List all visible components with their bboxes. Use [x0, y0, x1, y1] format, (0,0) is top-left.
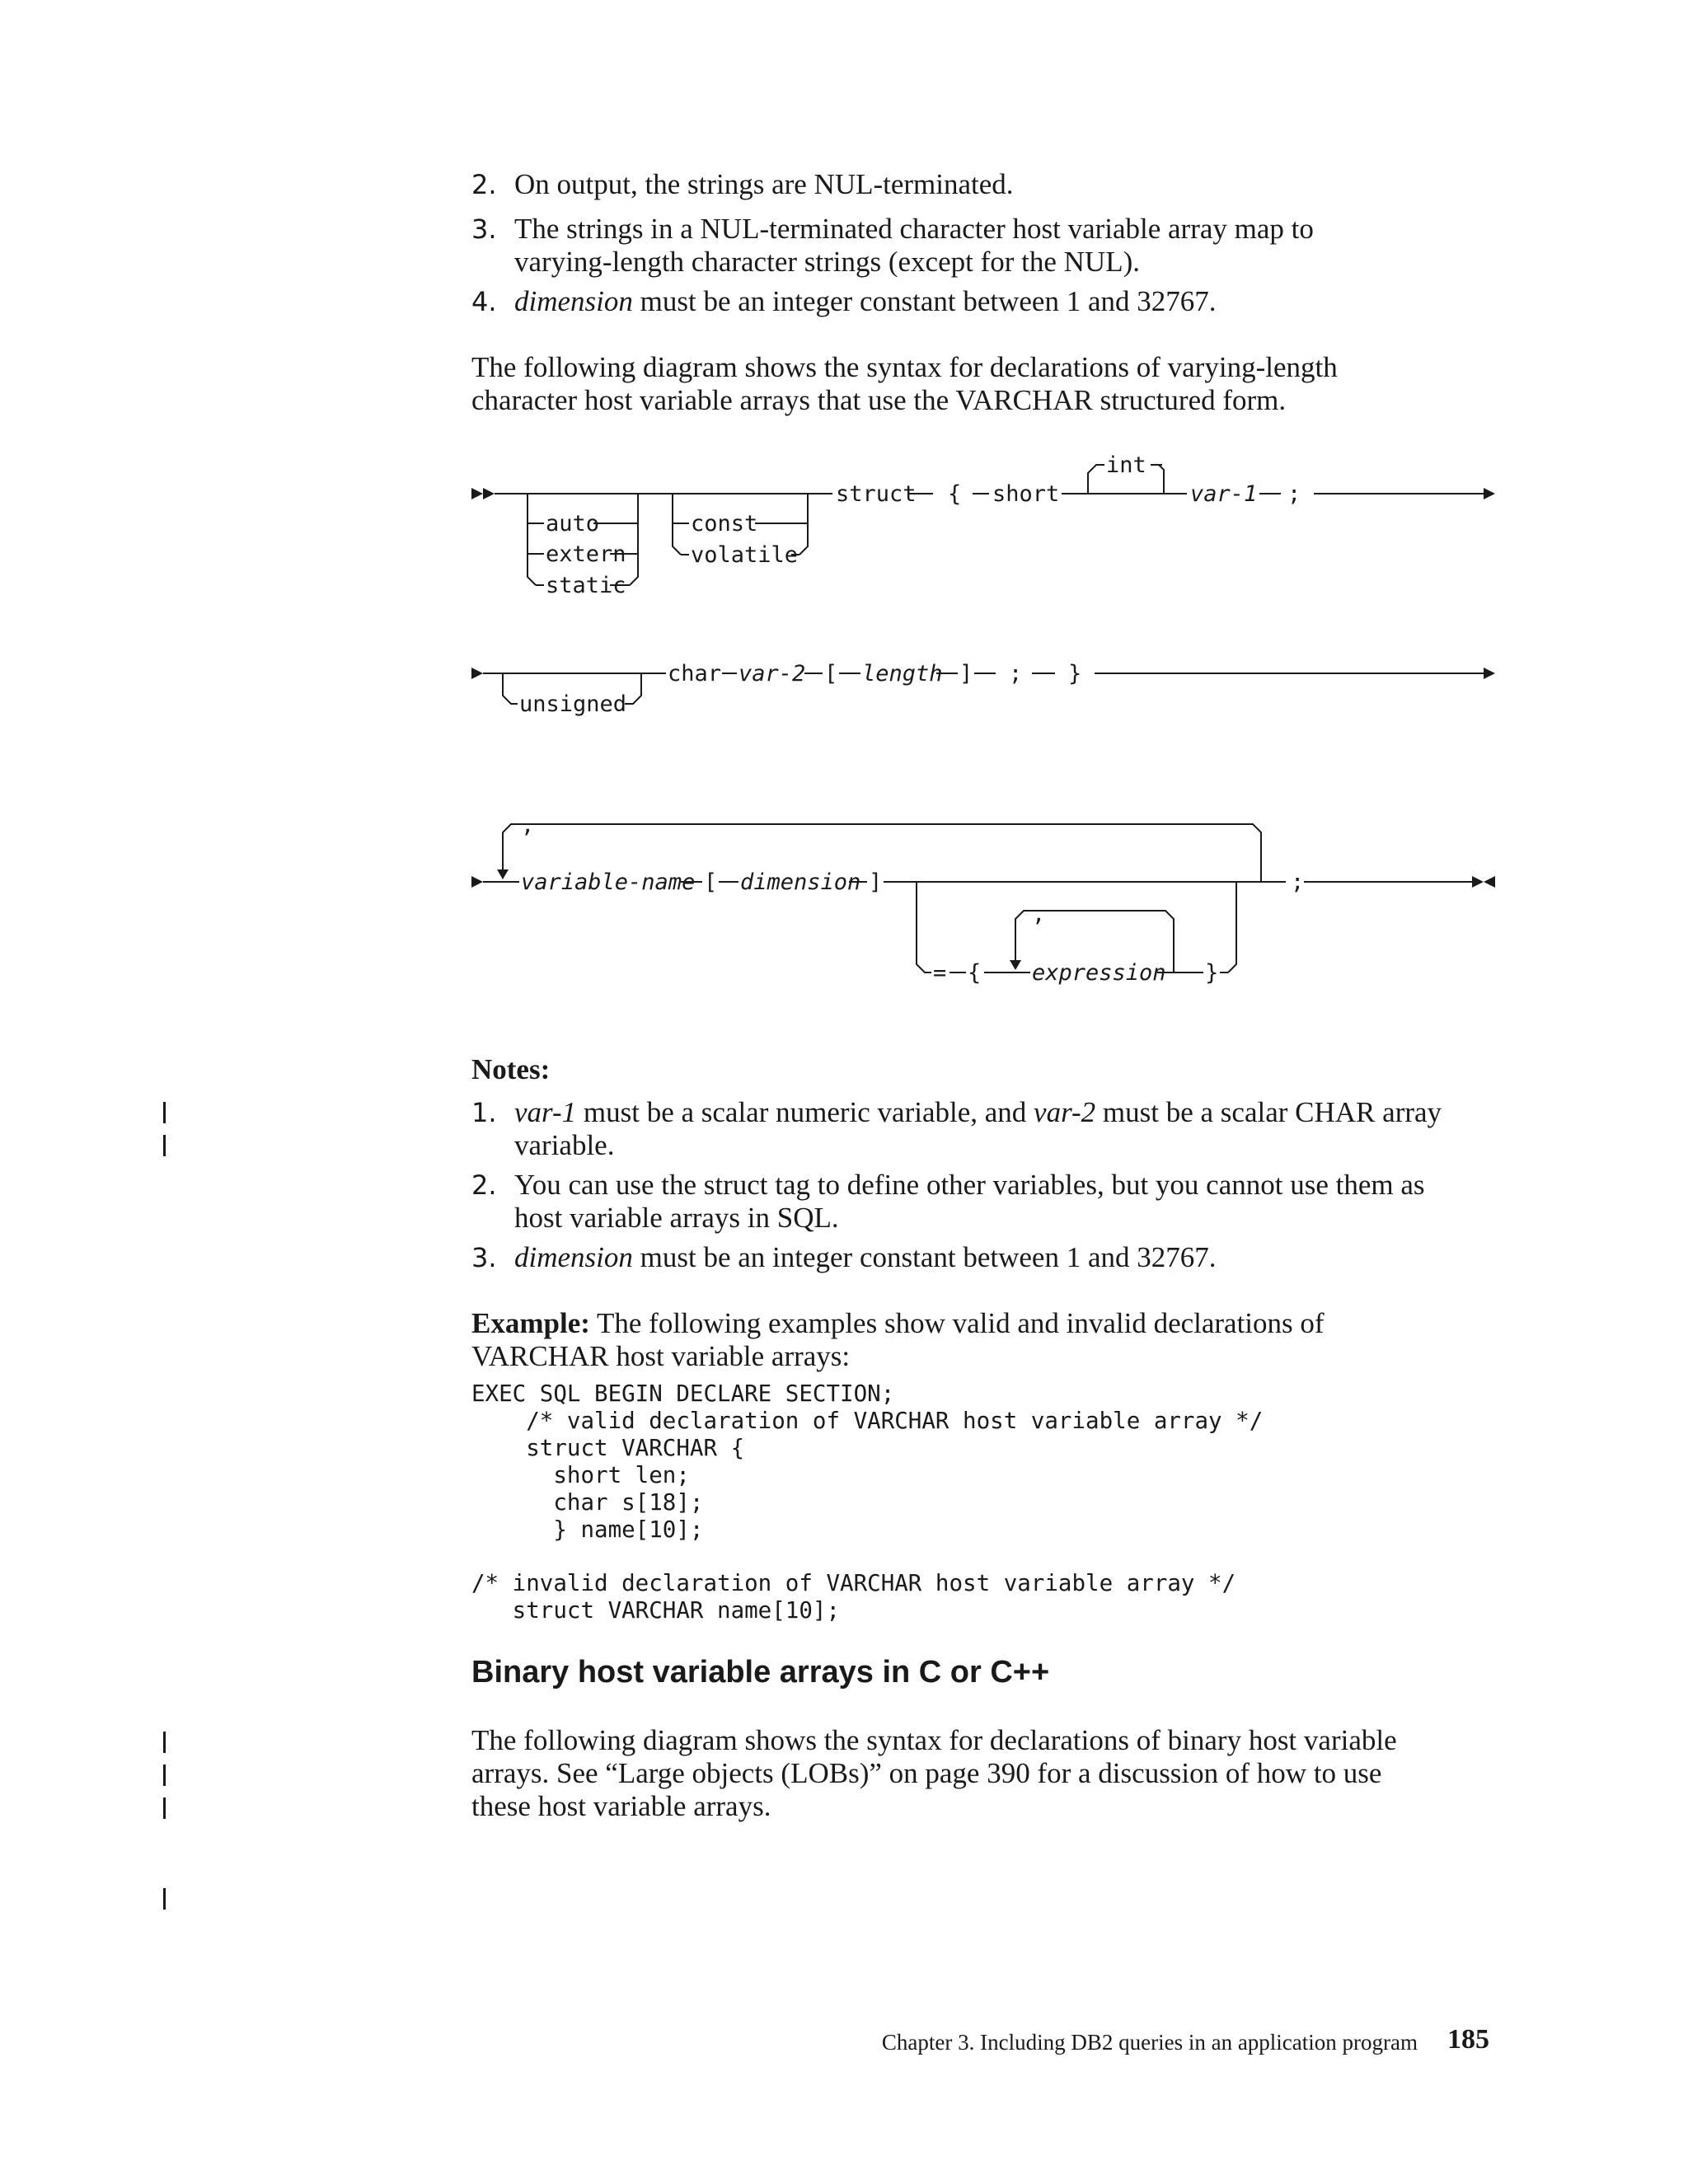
syntax-row-3	[471, 813, 1495, 986]
close-brace: }	[1205, 960, 1219, 986]
repeat-arrow	[497, 869, 509, 879]
note-number: 3.	[471, 1242, 497, 1273]
close-brace: }	[1068, 661, 1082, 687]
lbracket: [	[704, 869, 718, 895]
note-text: variable.	[514, 1129, 615, 1161]
variable-name: variable-name	[521, 869, 696, 895]
revision-bar	[163, 1765, 166, 1786]
term-dimension: dimension	[514, 1241, 633, 1273]
continue-marker	[471, 668, 483, 679]
note-text: You can use the struct tag to define other variables, but you cannot use them as	[514, 1169, 1425, 1201]
repeat-arrow	[1010, 960, 1021, 970]
kw-volatile: volatile	[691, 542, 799, 568]
code-invalid: /* invalid declaration of VARCHAR host variable array */ struct VARCHAR name[10];	[471, 1570, 1236, 1624]
rbracket: ]	[959, 661, 973, 687]
repeat-comma: ,	[521, 813, 535, 838]
section-line: these host variable arrays.	[471, 1790, 771, 1822]
continue-arrow	[1484, 488, 1495, 499]
revision-bar	[163, 1888, 166, 1910]
list-number: 2.	[471, 169, 497, 200]
diagram-start-marker	[471, 488, 495, 499]
code-valid: EXEC SQL BEGIN DECLARE SECTION; /* valid declaration of VARCHAR host variable array */ struct VARCHAR { short len; char s[18]; } name[10];	[471, 1380, 1264, 1543]
term-var-1: var-1	[514, 1096, 577, 1128]
notes-heading-text: Notes:	[471, 1053, 551, 1085]
footer-chapter: Chapter 3. Including DB2 queries in an application program	[881, 2030, 1418, 2055]
semicolon: ;	[1009, 661, 1023, 687]
syntax-row-2	[471, 661, 1495, 717]
continue-marker	[471, 876, 483, 888]
note-number: 2.	[471, 1169, 497, 1201]
kw-static: static	[546, 573, 626, 598]
var-2: var-2	[738, 661, 806, 687]
section-heading: Binary host variable arrays in C or C++	[471, 1655, 1050, 1690]
note-number: 1.	[471, 1097, 497, 1128]
note-text-tail: must be a scalar CHAR array	[1095, 1096, 1442, 1128]
equals: =	[933, 960, 947, 986]
kw-int: int	[1106, 452, 1146, 478]
open-brace: {	[948, 481, 962, 507]
note-text	[514, 1096, 1503, 1129]
term-dimension: dimension	[514, 285, 633, 317]
list-item-text: The strings in a NUL-terminated character host variable array map to	[514, 213, 1314, 245]
kw-char: char	[668, 661, 722, 687]
revision-bar	[163, 1732, 166, 1753]
kw-struct: struct	[836, 481, 917, 507]
term-var-2: var-2	[1034, 1096, 1096, 1128]
note-text: host variable arrays in SQL.	[514, 1202, 839, 1234]
section-paragraph	[471, 1724, 1510, 1823]
open-brace: {	[968, 960, 982, 986]
section-line: The following diagram shows the syntax for declarations of binary host variable	[471, 1724, 1397, 1756]
diagram-end-marker	[1472, 876, 1495, 888]
continue-arrow	[1484, 668, 1495, 679]
lbracket: [	[824, 661, 838, 687]
syntax-row-1	[471, 452, 1495, 598]
dimension: dimension	[740, 869, 861, 895]
revision-bar	[163, 1797, 166, 1819]
inner-comma: ,	[1032, 902, 1046, 927]
example-text: The following examples show valid and invalid declarations of	[589, 1307, 1325, 1339]
kw-unsigned: unsigned	[519, 691, 627, 717]
var-1: var-1	[1190, 481, 1258, 507]
note-text	[514, 1241, 1503, 1274]
list-item-text: varying-length character strings (except for the NUL).	[514, 246, 1140, 278]
list-number: 4.	[471, 286, 497, 317]
notes-heading	[471, 1053, 550, 1086]
length: length	[862, 661, 943, 687]
kw-short: short	[992, 481, 1060, 507]
semicolon: ;	[1291, 869, 1305, 895]
revision-bar	[163, 1102, 166, 1123]
list-item-rest: must be an integer constant between 1 and 32767.	[632, 285, 1217, 317]
example-label: Example:	[471, 1307, 590, 1339]
example-line: VARCHAR host variable arrays:	[471, 1340, 851, 1372]
example-line	[471, 1307, 1510, 1340]
section-line: arrays. See “Large objects (LOBs)” on page 390 for a discussion of how to use	[471, 1757, 1382, 1789]
intro-line: The following diagram shows the syntax for declarations of varying-length	[471, 351, 1338, 383]
list-number: 3.	[471, 213, 497, 245]
rbracket: ]	[869, 869, 883, 895]
intro-line: character host variable arrays that use the VARCHAR structured form.	[471, 384, 1287, 416]
kw-const: const	[691, 511, 758, 537]
page-number: 185	[1447, 2024, 1489, 2055]
note-text-mid: must be a scalar numeric variable, and	[576, 1096, 1034, 1128]
semicolon: ;	[1287, 481, 1301, 507]
revision-bar	[163, 1135, 166, 1156]
note-text-rest: must be an integer constant between 1 and 32767.	[632, 1241, 1217, 1273]
kw-extern: extern	[546, 541, 626, 567]
kw-auto: auto	[546, 511, 600, 537]
example-paragraph	[471, 1307, 1510, 1373]
list-item-text: On output, the strings are NUL-terminated.	[514, 168, 1014, 200]
expression: expression	[1032, 960, 1166, 986]
